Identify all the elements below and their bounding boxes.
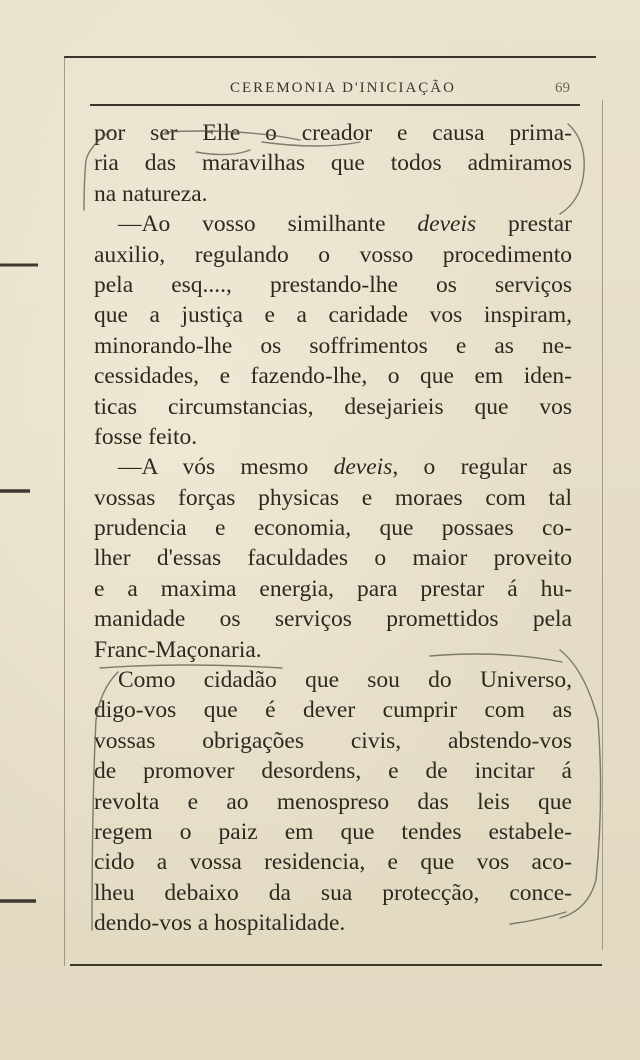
running-head [90,80,580,102]
header-rule [90,104,580,106]
text-line: lheu debaixo da sua protecção, conce- [94,879,572,906]
text-line: cido a vossa residencia, e que vos aco- [94,849,572,876]
text-line: por ser Elle o creador e causa prima- [94,120,572,146]
text-line: na natureza. [94,180,208,207]
text-line: prudencia e economia, que possaes co- [94,515,572,542]
bottom-border-rule [70,964,602,966]
text-line: cessidades, e fazendo-lhe, o que em iden- [94,363,572,390]
right-border-rule [602,100,603,950]
text-line: auxilio, regulando o vosso procedimento [94,241,572,268]
text-line: lher d'essas faculdades o maior proveito [94,545,572,572]
text-line: que a justiça e a caridade vos inspiram, [94,302,572,329]
text-line: digo-vos que é dever cumprir com as [94,697,572,724]
text-line: vossas obrigações civis, abstendo-vos [94,727,572,754]
binding-thread-mark [0,488,40,494]
top-border-rule [64,56,596,58]
text-line: ria das maravilhas que todos admiramos [94,150,572,177]
left-border-rule [64,56,65,966]
text-line: —Ao vosso similhante deveis prestar [118,211,572,238]
binding-thread-mark [0,262,40,268]
page-number: 69 [555,80,570,96]
text-line: vossas forças physicas e moraes com tal [94,484,572,511]
body-text [94,118,572,939]
text-line: de promover desordens, e de incitar á [94,758,572,785]
text-line: fosse feito. [94,423,198,450]
text-line: Como cidadão que sou do Universo, [118,667,572,694]
text-line: manidade os serviços promettidos pela [94,606,572,633]
text-line: dendo-vos a hospitalidade. [94,910,346,937]
text-line: ticas circumstancias, desejarieis que vos [94,393,572,420]
text-line: —A vós mesmo deveis, o regular as [118,454,572,481]
text-line: minorando-lhe os soffrimentos e as ne- [94,332,572,359]
text-line: revolta e ao menospreso das leis que [94,788,572,815]
binding-thread-mark [0,898,40,904]
text-line: e a maxima energia, para prestar á hu- [94,575,572,602]
text-line: Franc-Maçonaria. [94,636,262,663]
text-line: regem o paiz em que tendes estabele- [94,818,572,845]
text-line: pela esq...., prestando-lhe os serviços [94,271,572,298]
running-title: CEREMONIA D'INICIAÇÃO [230,80,456,96]
